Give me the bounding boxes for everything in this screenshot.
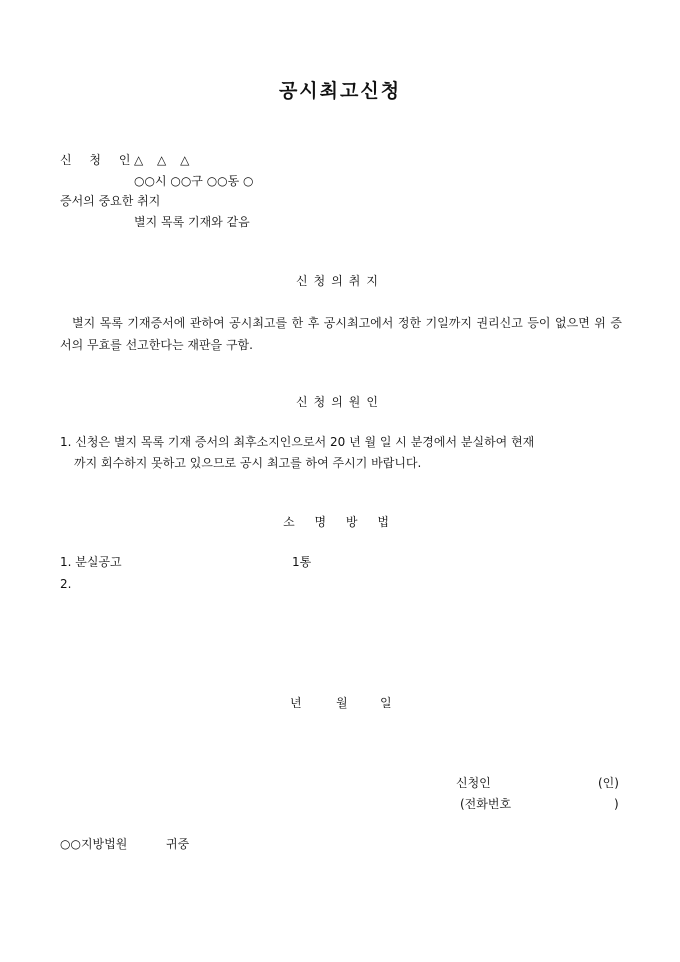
date-day: 일 xyxy=(380,696,392,710)
evidence-item-label: 1. 분실공고 xyxy=(60,555,122,569)
evidence-heading: 소 명 방 법 xyxy=(283,515,397,529)
cause-heading: 신청의원인 xyxy=(296,395,384,409)
phone-close: ) xyxy=(614,797,619,811)
signature-applicant-label: 신청인 xyxy=(456,776,491,790)
evidence-item-count: 1통 xyxy=(292,555,312,569)
cause-line-1: 1. 신청은 별지 목록 기재 증서의 최후소지인으로서 20 년 월 일 시 분경에서 분실하여 현재 xyxy=(60,435,535,449)
signature-seal: (인) xyxy=(598,776,619,790)
evidence-item-label: 2. xyxy=(60,577,72,591)
gist-value: 별지 목록 기재와 같음 xyxy=(134,215,250,229)
document-title: 공시최고신청 xyxy=(278,80,402,102)
applicant-name: △ △ △ xyxy=(134,153,195,167)
court-honorific: 귀중 xyxy=(166,837,190,851)
purpose-text: 별지 목록 기재증서에 관하여 공시최고를 한 후 공시최고에서 정한 기일까지 권리신고 등이 없으면 위 증서의 무효를 선고한다는 재판을 구함. xyxy=(60,316,622,352)
phone-label: (전화번호 xyxy=(460,797,512,811)
cause-line-2: 까지 회수하지 못하고 있으므로 공시 최고를 하여 주시기 바랍니다. xyxy=(74,456,422,470)
date-month: 월 xyxy=(336,696,348,710)
date-year: 년 xyxy=(290,696,302,710)
applicant-address: ○○시 ○○구 ○○동 ○ xyxy=(134,174,254,188)
purpose-heading: 신청의취지 xyxy=(296,274,384,288)
applicant-label: 신 청 인 xyxy=(60,153,138,167)
gist-label: 증서의 중요한 취지 xyxy=(60,194,161,208)
court-name: ○○지방법원 xyxy=(60,837,128,851)
